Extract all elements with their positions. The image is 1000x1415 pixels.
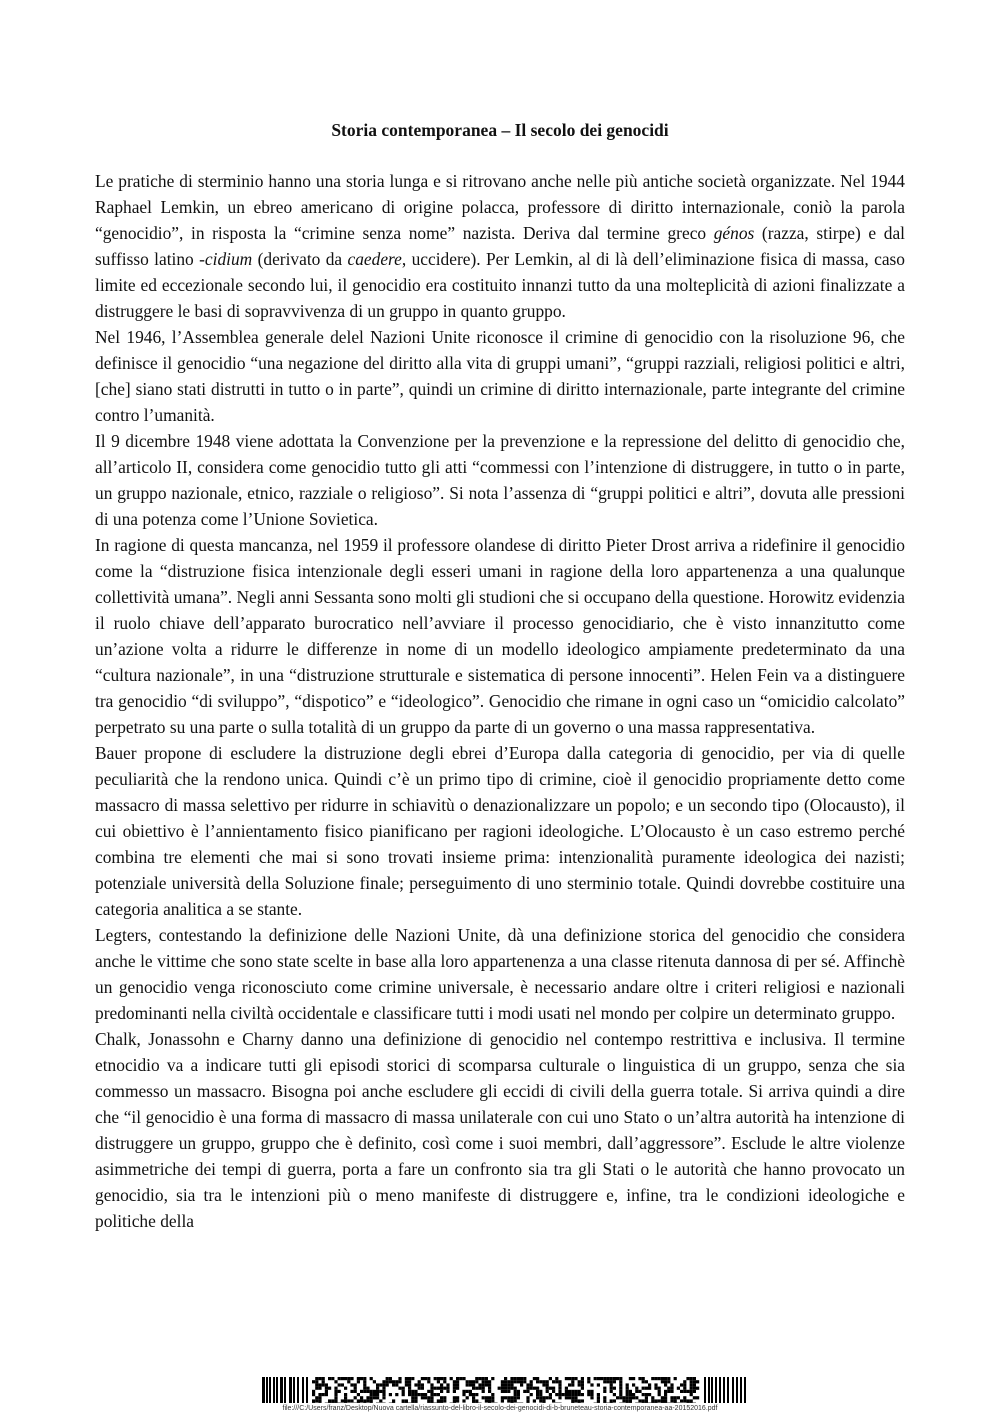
paragraph-1 xyxy=(95,168,905,324)
document-title: Storia contemporanea – Il secolo dei genocidi xyxy=(331,120,669,140)
italic-term-genos: génos xyxy=(713,223,755,243)
paragraph-2: Nel 1946, l’Assemblea generale delel Nazioni Unite riconosce il crimine di genocidio con la risoluzione 96, che definisce il genocidio “una negazione del diritto alla vita di gruppi umani”, “gruppi razziali, religiosi politici e altri, [che] siano stati distrutti in tutto o in parte”, quindi un crimine di diritto internazionale, parte integrante del crimine contro l’umanità. xyxy=(95,327,905,425)
paragraph-5: Bauer propone di escludere la distruzione degli ebrei d’Europa dalla categoria di genocidio, per via di quelle peculiarità che la rendono unica. Quindi c’è un primo tipo di crimine, cioè il genocidio propriamente detto come massacro di massa selettivo per ridurre in schiavitù o denazionalizzare un popolo; e un secondo tipo (Olocausto), il cui obiettivo è l’annientamento fisico pianificano per ragioni ideologiche. L’Olocausto è un caso estremo perché combina tre elementi che mai si sono trovati insieme prima: intenzionalità puramente ideologica dei nazisti; potenziale università della Soluzione finale; perseguimento di uno sterminio totale. Quindi dovrebbe costituire una categoria analitica a se stante. xyxy=(95,743,905,919)
footer-file-path: file:///C:/Users/franz/Desktop/Nuova cartella/riassunto-del-libro-il-secolo-dei-genocidi-di-b-bruneteau-storia-contemporanea-aa-20152016.pdf xyxy=(282,1405,718,1412)
paragraph-3: Il 9 dicembre 1948 viene adottata la Convenzione per la prevenzione e la repressione del delitto di genocidio che, all’articolo II, considera come genocidio tutto gli atti “commessi con l’intenzione di distruggere, in tutto o in parte, un gruppo nazionale, etnico, razziale o religioso”. Si nota l’assenza di “gruppi politici e altri”, dovuta alle pressioni di una potenza come l’Unione Sovietica. xyxy=(95,431,905,529)
barcode-image xyxy=(262,1377,748,1403)
paragraph-4: In ragione di questa mancanza, nel 1959 il professore olandese di diritto Pieter Drost arriva a ridefinire il genocidio come la “distruzione fisica intenzionale degli esseri umani in ragione della loro appartenenza a una qualunque collettività umana”. Negli anni Sessanta sono molti gli studioni che si occupano della questione. Horowitz evidenzia il ruolo chiave dell’apparato burocratico nell’avviare il processo genocidiario, che è visto innanzitutto come un’azione volta a ridurre le differenze in nome di un modello ideologico ampiamente predeterminato da una “cultura nazionale”, in una “distruzione strutturale e sistematica di persone innocenti”. Helen Fein va a distinguere tra genocidio “di sviluppo”, “dispotico” e “ideologico”. Genocidio che rimane in ogni caso un “omicidio calcolato” perpetrato su una parte o sulla totalità di un gruppo da parte di un governo o una massa rappresentativa. xyxy=(95,535,905,737)
paragraph-1-text-c: (derivato da xyxy=(252,249,348,269)
italic-term-cidium: -cidium xyxy=(199,249,253,269)
paragraph-1-text-b: (razza, stirpe) e dal suffisso latino xyxy=(95,223,905,269)
paragraph-1-text-a: Le pratiche di sterminio hanno una storia lunga e si ritrovano anche nelle più antiche società organizzate. Nel 1944 Raphael Lemkin, un ebreo americano di origine polacca, professore di diritto internazionale, coniò la parola “genocidio”, in risposta la “crimine senza nome” nazista. Deriva dal termine greco xyxy=(95,171,905,243)
italic-term-caedere: caedere xyxy=(347,249,402,269)
paragraph-6: Legters, contestando la definizione delle Nazioni Unite, dà una definizione storica del genocidio che considera anche le vittime che sono state scelte in base alla loro appartenenza a una classe ritenuta dannosa di per sé. Affinchè un genocidio venga riconosciuto come crimine universale, è necessario andare oltre i criteri religiosi e nazionali predominanti nella civiltà occidentale e classificare tutti i modi usati nel mondo per colpire un determinato gruppo. xyxy=(95,925,905,1023)
paragraph-1-text-d: , uccidere). Per Lemkin, al di là dell’eliminazione fisica di massa, caso limite ed eccezionale secondo lui, il genocidio era costituito innanzi tutto da una molteplicità di azioni finalizzate a distruggere le basi di sopravvivenza di un gruppo in quanto gruppo. xyxy=(95,249,905,321)
paragraph-7: Chalk, Jonassohn e Charny danno una definizione di genocidio nel contempo restrittiva e inclusiva. Il termine etnocidio va a indicare tutti gli episodi storici di scomparsa culturale o linguistica di un gruppo, senza che sia commesso un massacro. Bisogna poi anche escludere gli eccidi di civili della guerra totale. Si arriva quindi a dire che “il genocidio è una forma di massacro di massa unilaterale con cui uno Stato o un’altra autorità ha intenzione di distruggere un gruppo, gruppo che è definito, così come i suoi membri, dall’aggressore”. Esclude le altre violenze asimmetriche dei tempi di guerra, porta a fare un confronto sia tra gli Stati o le autorità che hanno provocato un genocidio, sia tra le intenzioni più o meno manifeste di distruggere e, infine, tra le condizioni ideologiche e politiche della xyxy=(95,1029,905,1231)
document-body xyxy=(95,168,905,1234)
